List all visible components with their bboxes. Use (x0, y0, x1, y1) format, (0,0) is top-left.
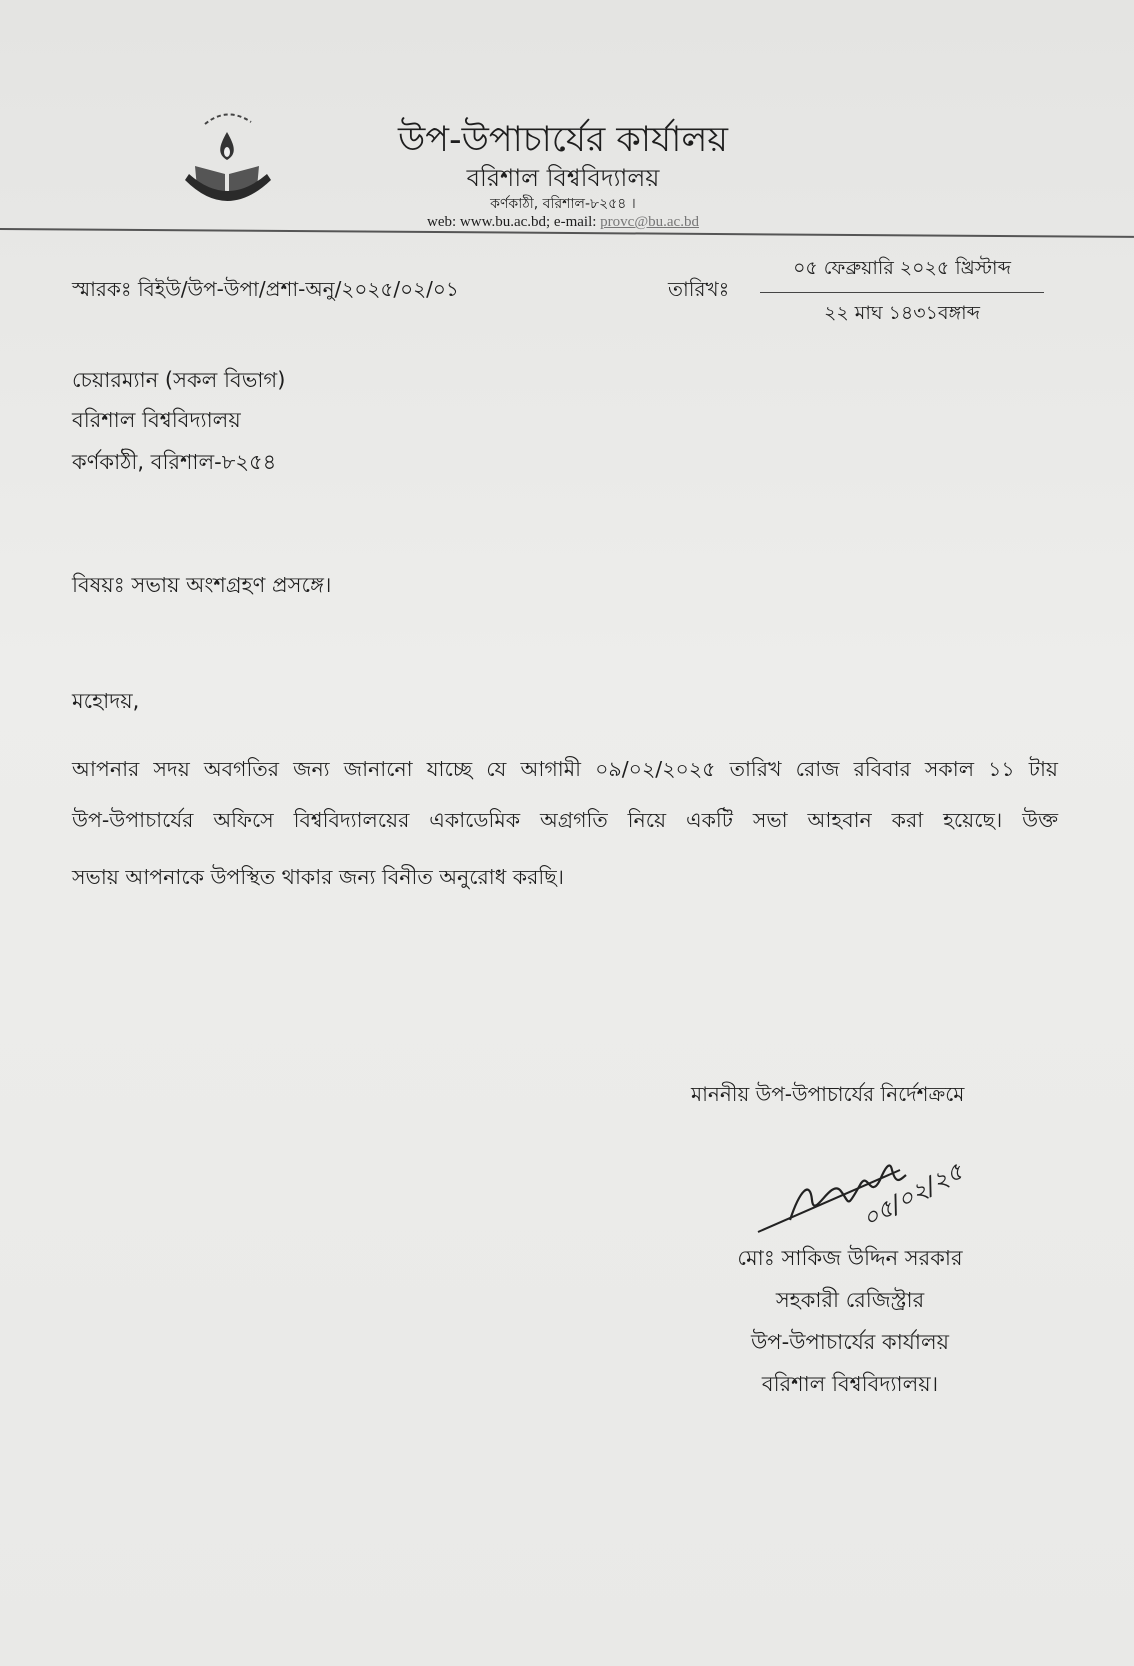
body-line: উপ-উপাচার্যের অফিসে বিশ্ববিদ্যালয়ের একাডেমিক অগ্রগতি নিয়ে একটি সভা আহবান করা হয়েছে। উক্ত (72, 808, 1058, 832)
university-logo (175, 104, 279, 214)
memo-reference: স্মারকঃ বিইউ/উপ-উপা/প্রশা-অনু/২০২৫/০২/০১ (72, 277, 459, 301)
signature-date: ০৫/০২/২৫ (857, 1157, 968, 1234)
signatory-university: বরিশাল বিশ্ববিদ্যালয়। (761, 1372, 939, 1396)
signatory-name: মোঃ সাকিজ উদ্দিন সরকার (737, 1246, 963, 1270)
university-name: বরিশাল বিশ্ববিদ্যালয় (466, 164, 660, 192)
signatory-office: উপ-উপাচার্যের কার্যালয় (750, 1330, 950, 1354)
date-label: তারিখঃ (668, 277, 730, 301)
recipient-line: কর্ণকাঠী, বরিশাল-৮২৫৪ (72, 450, 277, 474)
body-line: আপনার সদয় অবগতির জন্য জানানো যাচ্ছে যে আগামী ০৯/০২/২০২৫ তারিখ রোজ রবিবার সকাল ১১ টায় (72, 757, 1058, 781)
university-address: কর্ণকাঠী, বরিশাল-৮২৫৪ । (490, 196, 636, 212)
date-block (760, 254, 1044, 331)
date-bengali: ২২ মাঘ ১৪৩১বঙ্গাব্দ (824, 302, 980, 324)
date-gregorian: ০৫ ফেব্রুয়ারি ২০২৫ খ্রিস্টাব্দ (760, 254, 1044, 293)
subject: বিষয়ঃ সভায় অংশগ্রহণ প্রসঙ্গে। (72, 573, 332, 597)
body-line: সভায় আপনাকে উপস্থিত থাকার জন্য বিনীত অনুরোধ করছি। (72, 865, 564, 889)
recipient-line: বরিশাল বিশ্ববিদ্যালয় (72, 408, 241, 432)
email-link[interactable]: provc@bu.ac.bd (600, 214, 699, 230)
recipient-line: চেয়ারম্যান (সকল বিভাগ) (72, 368, 286, 392)
signatory-title: সহকারী রেজিস্ট্রার (775, 1288, 925, 1312)
web-label: web: www.bu.ac.bd; e-mail: (427, 214, 601, 230)
contact-line (330, 214, 796, 231)
salutation: মহোদয়, (72, 689, 140, 713)
closing-line: মাননীয় উপ-উপাচার্যের নির্দেশক্রমে (691, 1082, 965, 1106)
handwritten-signature (750, 1140, 980, 1240)
office-title: উপ-উপাচার্যের কার্যালয় (397, 120, 729, 160)
